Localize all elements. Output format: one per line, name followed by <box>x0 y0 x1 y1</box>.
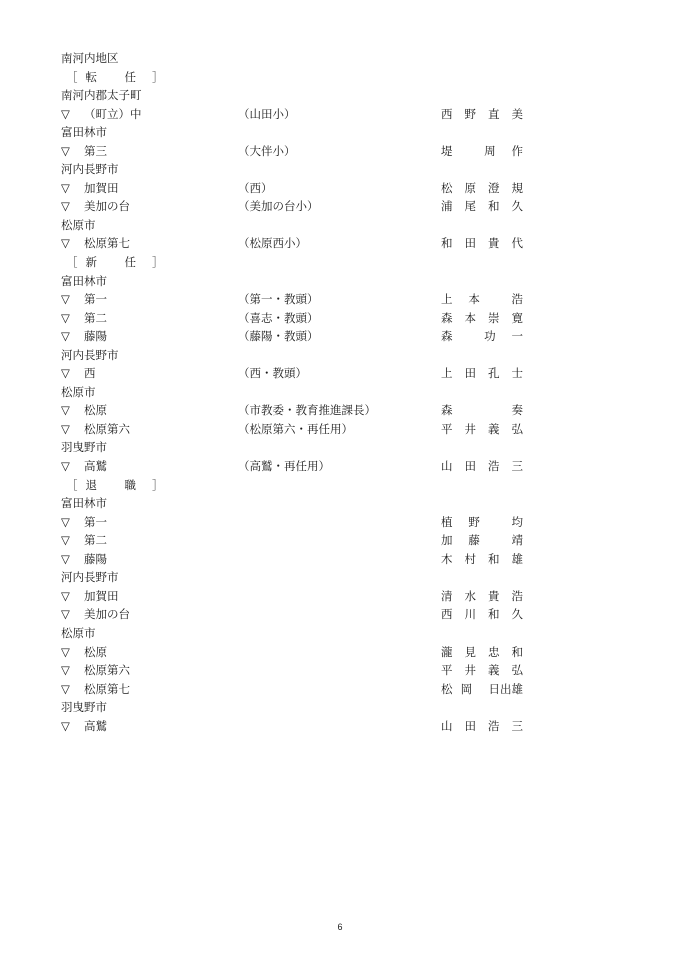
personnel-entry <box>61 717 531 736</box>
section-heading: 河内長野市 <box>61 162 119 177</box>
name-char: 井 <box>464 663 476 678</box>
name-char: 士 <box>511 366 523 381</box>
person-name <box>441 420 523 439</box>
person-name <box>441 457 523 476</box>
school-name: 松原第七 <box>84 681 130 696</box>
name-char: 浩 <box>488 459 500 474</box>
previous-post: （西・教頭） <box>238 366 307 381</box>
name-char: 周 <box>484 143 496 158</box>
previous-post: （松原西小） <box>238 236 307 251</box>
category-label: 退 職 <box>85 477 144 492</box>
name-char: 木 <box>441 551 453 566</box>
person-name <box>441 717 523 736</box>
person-name <box>441 531 523 550</box>
triangle-marker-icon: ▽ <box>61 180 70 195</box>
personnel-entry <box>61 420 531 439</box>
previous-post: （山田小） <box>238 106 296 121</box>
name-char: 藤 <box>468 533 480 548</box>
name-char: 松 <box>441 180 453 195</box>
school-name: 藤陽 <box>84 551 107 566</box>
section-heading: 羽曳野市 <box>61 700 107 715</box>
personnel-entry <box>61 309 531 328</box>
personnel-entry <box>61 605 531 624</box>
school-name: 松原 <box>84 403 107 418</box>
previous-post: （大伴小） <box>238 143 296 158</box>
person-name <box>441 327 523 346</box>
name-char: 田 <box>464 366 476 381</box>
name-char: 本 <box>468 292 480 307</box>
name-char: 直 <box>488 106 500 121</box>
name-char: 西 <box>441 106 453 121</box>
school-name: 加賀田 <box>84 180 119 195</box>
personnel-entry <box>61 587 531 606</box>
personnel-entry <box>61 234 531 253</box>
section-heading: 河内長野市 <box>61 570 119 585</box>
name-char: 瀧 <box>441 644 453 659</box>
name-char: 野 <box>464 106 476 121</box>
name-char: 澄 <box>488 180 500 195</box>
school-name: 松原第六 <box>84 663 130 678</box>
name-char: 和 <box>488 199 500 214</box>
name-char: 松 <box>441 681 453 696</box>
section-heading: 松原市 <box>61 217 96 232</box>
personnel-entry <box>61 290 531 309</box>
section-heading: 松原市 <box>61 384 96 399</box>
triangle-marker-icon: ▽ <box>61 143 70 158</box>
name-char: 浩 <box>511 588 523 603</box>
triangle-marker-icon: ▽ <box>61 718 70 733</box>
name-char: 貴 <box>488 588 500 603</box>
person-name <box>441 605 523 624</box>
open-bracket: ［ <box>66 255 78 270</box>
category-heading <box>61 476 531 495</box>
previous-post: （喜志・教頭） <box>238 310 319 325</box>
name-char: 浩 <box>488 718 500 733</box>
school-name: （町立）中 <box>84 106 142 121</box>
personnel-entry <box>61 179 531 198</box>
name-char: 久 <box>511 607 523 622</box>
name-char: 浩 <box>511 292 523 307</box>
page-number: 6 <box>337 922 343 932</box>
section-heading: 富田林市 <box>61 125 107 140</box>
name-char: 森 <box>441 329 453 344</box>
school-name: 加賀田 <box>84 588 119 603</box>
person-name <box>441 513 523 532</box>
category-heading <box>61 68 531 87</box>
name-char: 川 <box>464 607 476 622</box>
name-char: 本 <box>464 310 476 325</box>
name-char: 寛 <box>511 310 523 325</box>
open-bracket: ［ <box>66 69 78 84</box>
school-name: 高鷲 <box>84 459 107 474</box>
name-char: 尾 <box>464 199 476 214</box>
name-char: 森 <box>441 403 453 418</box>
section-heading: 羽曳野市 <box>61 440 107 455</box>
previous-post: （美加の台小） <box>238 199 319 214</box>
person-name <box>441 401 523 420</box>
name-char: 和 <box>488 607 500 622</box>
section-heading: 富田林市 <box>61 496 107 511</box>
name-char: 規 <box>511 180 523 195</box>
previous-post: （市教委・教育推進課長） <box>238 403 376 418</box>
school-name: 第二 <box>84 533 107 548</box>
name-char: 均 <box>511 514 523 529</box>
school-name: 西 <box>84 366 96 381</box>
name-char: 和 <box>441 236 453 251</box>
person-name <box>441 179 523 198</box>
triangle-marker-icon: ▽ <box>61 588 70 603</box>
name-char: 三 <box>511 459 523 474</box>
name-char: 雄 <box>511 551 523 566</box>
school-name: 第三 <box>84 143 107 158</box>
category-heading <box>61 253 531 272</box>
name-char: 田 <box>464 459 476 474</box>
personnel-entry <box>61 513 531 532</box>
name-char: 浦 <box>441 199 453 214</box>
triangle-marker-icon: ▽ <box>61 310 70 325</box>
name-char: 上 <box>441 366 453 381</box>
triangle-marker-icon: ▽ <box>61 644 70 659</box>
section-heading: 富田林市 <box>61 273 107 288</box>
name-char: 作 <box>511 143 523 158</box>
name-char: 野 <box>468 514 480 529</box>
name-char: 植 <box>441 514 453 529</box>
triangle-marker-icon: ▽ <box>61 514 70 529</box>
triangle-marker-icon: ▽ <box>61 329 70 344</box>
name-char: 忠 <box>488 644 500 659</box>
category-label: 新 任 <box>85 255 144 270</box>
name-char: 日出雄 <box>488 681 523 696</box>
name-char: 平 <box>441 663 453 678</box>
person-name <box>441 309 523 328</box>
name-char: 森 <box>441 310 453 325</box>
name-char: 義 <box>488 663 500 678</box>
triangle-marker-icon: ▽ <box>61 366 70 381</box>
close-bracket: ］ <box>152 255 164 270</box>
personnel-entry <box>61 643 531 662</box>
name-char: 三 <box>511 718 523 733</box>
triangle-marker-icon: ▽ <box>61 199 70 214</box>
name-char: 加 <box>441 533 453 548</box>
school-name: 第二 <box>84 310 107 325</box>
triangle-marker-icon: ▽ <box>61 421 70 436</box>
open-bracket: ［ <box>66 477 78 492</box>
previous-post: （藤陽・教頭） <box>238 329 319 344</box>
name-char: 平 <box>441 421 453 436</box>
person-name <box>441 234 523 253</box>
name-char: 貴 <box>488 236 500 251</box>
triangle-marker-icon: ▽ <box>61 681 70 696</box>
person-name <box>441 661 523 680</box>
section-heading: 南河内地区 <box>61 51 119 65</box>
name-char: 原 <box>464 180 476 195</box>
name-char: 代 <box>511 236 523 251</box>
name-char: 美 <box>511 106 523 121</box>
document-body <box>61 49 531 735</box>
personnel-entry <box>61 364 531 383</box>
previous-post: （第一・教頭） <box>238 292 319 307</box>
school-name: 松原第六 <box>84 421 130 436</box>
personnel-entry <box>61 531 531 550</box>
person-name <box>441 643 523 662</box>
personnel-entry <box>61 197 531 216</box>
person-name <box>441 290 523 309</box>
triangle-marker-icon: ▽ <box>61 403 70 418</box>
previous-post: （松原第六・再任用） <box>238 421 353 436</box>
name-char: 弘 <box>511 421 523 436</box>
person-name <box>441 197 523 216</box>
school-name: 高鷲 <box>84 718 107 733</box>
personnel-entry <box>61 680 531 699</box>
school-name: 美加の台 <box>84 199 130 214</box>
section-heading: 南河内郡太子町 <box>61 88 142 103</box>
name-char: 功 <box>484 329 496 344</box>
category-label: 転 任 <box>85 69 144 84</box>
close-bracket: ］ <box>152 69 164 84</box>
section-heading: 河内長野市 <box>61 347 119 362</box>
person-name <box>441 680 523 699</box>
triangle-marker-icon: ▽ <box>61 533 70 548</box>
school-name: 松原 <box>84 644 107 659</box>
triangle-marker-icon: ▽ <box>61 292 70 307</box>
close-bracket: ］ <box>152 477 164 492</box>
name-char: 久 <box>511 199 523 214</box>
previous-post: （西） <box>238 180 273 195</box>
name-char: 山 <box>441 459 453 474</box>
personnel-entry <box>61 661 531 680</box>
school-name: 松原第七 <box>84 236 130 251</box>
name-char: 崇 <box>488 310 500 325</box>
name-char: 井 <box>464 421 476 436</box>
name-char: 義 <box>488 421 500 436</box>
name-char: 水 <box>464 588 476 603</box>
name-char: 田 <box>464 236 476 251</box>
school-name: 第一 <box>84 514 107 529</box>
personnel-entry <box>61 401 531 420</box>
person-name <box>441 105 523 124</box>
name-char: 奏 <box>511 403 523 418</box>
name-char: 弘 <box>511 663 523 678</box>
name-char: 岡 <box>460 681 473 696</box>
section-heading: 松原市 <box>61 625 96 640</box>
name-char: 和 <box>488 551 500 566</box>
name-char: 上 <box>441 292 453 307</box>
school-name: 第一 <box>84 292 107 307</box>
triangle-marker-icon: ▽ <box>61 459 70 474</box>
name-char: 見 <box>464 644 476 659</box>
school-name: 藤陽 <box>84 329 107 344</box>
previous-post: （高鷲・再任用） <box>238 459 330 474</box>
name-char: 靖 <box>511 533 523 548</box>
personnel-entry <box>61 142 531 161</box>
person-name <box>441 550 523 569</box>
triangle-marker-icon: ▽ <box>61 106 70 121</box>
name-char: 清 <box>441 588 453 603</box>
triangle-marker-icon: ▽ <box>61 236 70 251</box>
personnel-entry <box>61 457 531 476</box>
personnel-entry <box>61 550 531 569</box>
personnel-entry <box>61 105 531 124</box>
person-name <box>441 587 523 606</box>
name-char: 田 <box>464 718 476 733</box>
name-char: 西 <box>441 607 453 622</box>
triangle-marker-icon: ▽ <box>61 663 70 678</box>
triangle-marker-icon: ▽ <box>61 551 70 566</box>
person-name <box>441 364 523 383</box>
triangle-marker-icon: ▽ <box>61 607 70 622</box>
name-char: 孔 <box>488 366 500 381</box>
name-char: 村 <box>464 551 476 566</box>
name-char: 和 <box>511 644 523 659</box>
name-char: 堤 <box>441 143 453 158</box>
person-name <box>441 142 523 161</box>
personnel-entry <box>61 327 531 346</box>
name-char: 一 <box>511 329 523 344</box>
school-name: 美加の台 <box>84 607 130 622</box>
name-char: 山 <box>441 718 453 733</box>
